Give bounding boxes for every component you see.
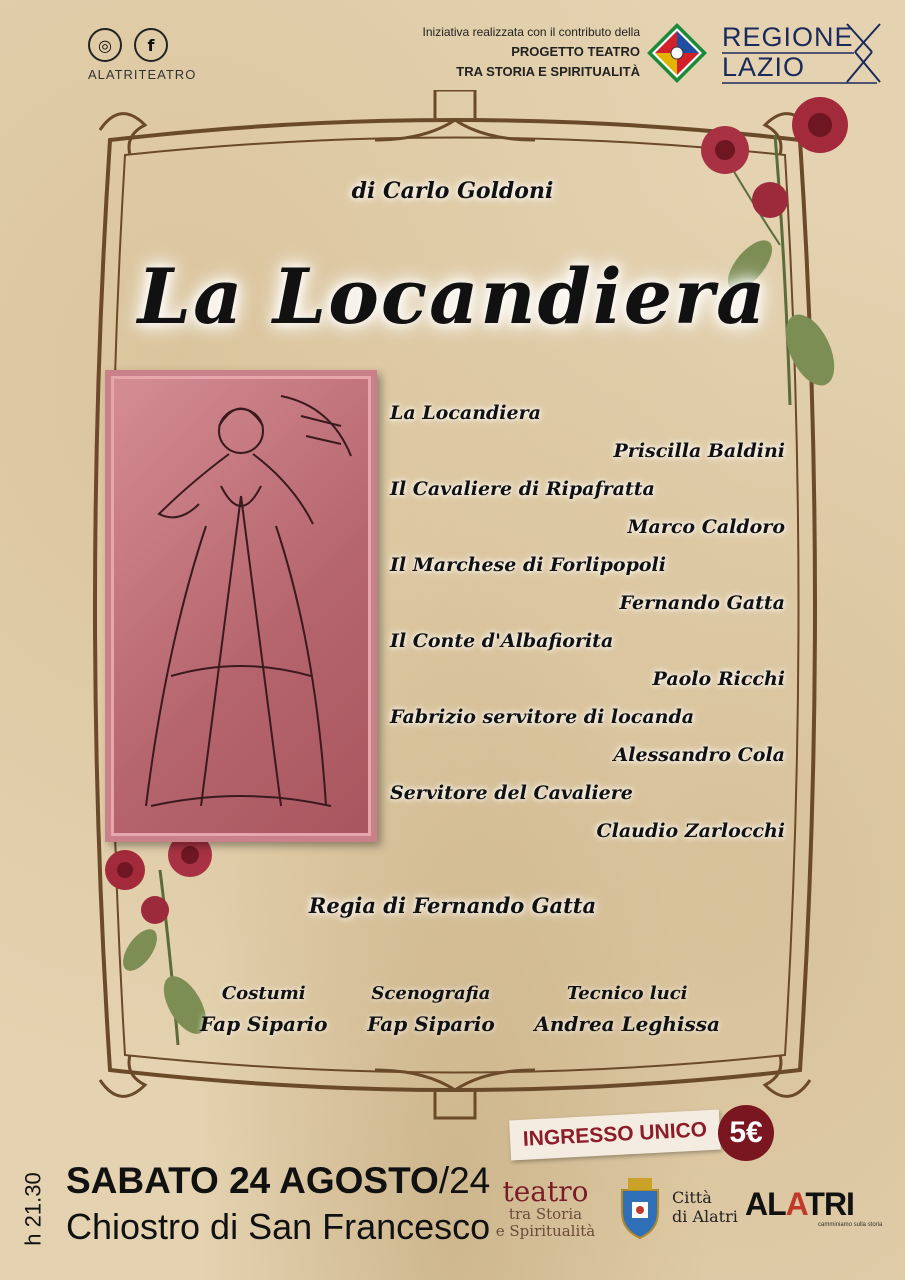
teatro-logo-title: teatro [502, 1175, 589, 1208]
credit-value: Fap Sipario [367, 1012, 495, 1036]
event-year: /24 [438, 1160, 491, 1201]
teatro-storia-spiritualita-logo [488, 1175, 603, 1240]
city-line-2: di Alatri [672, 1207, 738, 1226]
locandiera-illustration [105, 370, 377, 842]
credit-scenografia [367, 980, 494, 1040]
credit-tecnico-luci [534, 980, 720, 1040]
cast-role: Fabrizio servitore di locanda [390, 706, 695, 728]
cast-role: La Locandiera [390, 402, 541, 424]
facebook-icon[interactable]: f [134, 28, 168, 62]
credit-label: Tecnico luci [566, 983, 688, 1004]
social-handle: ALATRITEATRO [88, 67, 197, 82]
project-line-1: PROGETTO TEATRO [511, 44, 640, 59]
event-date-text: SABATO 24 AGOSTO [66, 1160, 439, 1201]
cast-role: Il Marchese di Forlipopoli [390, 554, 666, 576]
regione-line-2: LAZIO [722, 52, 806, 82]
cast-actor: Paolo Ricchi [652, 668, 785, 690]
initiative-text [423, 22, 640, 82]
event-date [66, 1160, 490, 1202]
credit-label: Scenografia [371, 983, 491, 1004]
cast-role: Servitore del Cavaliere [390, 782, 633, 804]
regione-lazio-crest-icon [646, 22, 708, 84]
teatro-logo-line-2: tra Storia [508, 1205, 583, 1223]
city-crest-icon [614, 1176, 666, 1240]
regione-line-1: REGIONE [722, 22, 854, 52]
event-time-text: h 21.30 [20, 1172, 46, 1246]
cast-actor: Alessandro Cola [613, 744, 785, 766]
credits [200, 980, 720, 1040]
alatri-logo-part: AL [745, 1186, 786, 1222]
alatri-tagline: camminiamo sulla storia [818, 1222, 883, 1228]
cast-list [390, 394, 785, 850]
ticket-label: INGRESSO UNICO [522, 1118, 708, 1151]
cast-role: Il Cavaliere di Ripafratta [390, 478, 655, 500]
cast-actor: Fernando Gatta [619, 592, 785, 614]
initiative-line: Iniziativa realizzata con il contributo della [422, 25, 640, 39]
cast-role: Il Conte d'Albafiorita [390, 630, 614, 652]
alatri-logo [745, 1186, 854, 1223]
credit-value: Andrea Leghissa [534, 1012, 720, 1036]
author-line: di Carlo Goldoni [351, 178, 554, 204]
credit-costumi [200, 980, 327, 1040]
cast-actor: Priscilla Baldini [613, 440, 785, 462]
woman-sketch-image [111, 376, 359, 824]
city-line-1: Città [672, 1188, 712, 1207]
director-line: Regia di Fernando Gatta [308, 893, 597, 918]
cast-actor: Claudio Zarlocchi [596, 820, 785, 842]
alatri-logo-part: TRI [805, 1186, 854, 1222]
credit-value: Fap Sipario [200, 1012, 328, 1036]
credit-label: Costumi [221, 983, 306, 1004]
regione-x-mark-icon [722, 22, 882, 86]
project-line-2: TRA STORIA E SPIRITUALITÀ [456, 64, 640, 79]
event-time [22, 1166, 58, 1252]
social-icons [88, 28, 168, 62]
cast-actor: Marco Caldoro [627, 516, 785, 538]
teatro-logo-line-3: e Spiritualità [495, 1222, 596, 1240]
city-of-alatri [672, 1188, 738, 1226]
price-badge: 5€ [718, 1105, 774, 1161]
instagram-icon[interactable]: ◎ [88, 28, 122, 62]
alatri-logo-accent: A [785, 1186, 806, 1222]
play-title: La Locandiera [137, 252, 768, 341]
event-venue: Chiostro di San Francesco [66, 1206, 491, 1247]
